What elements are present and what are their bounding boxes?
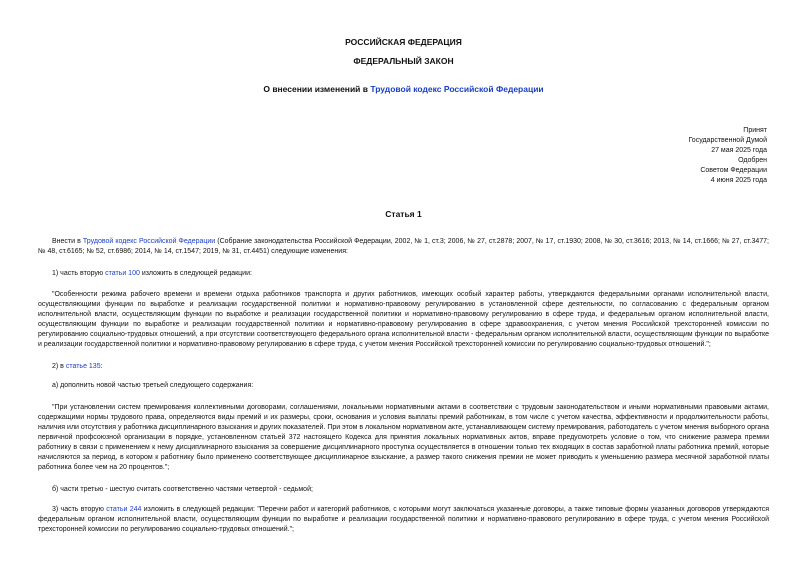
article-intro (38, 237, 769, 257)
item-1-text-a: 1) часть вторую (52, 270, 106, 277)
approved-by-council: Советом Федерации (700, 167, 767, 174)
item-1 (38, 269, 769, 279)
item-2-text-a: 2) в (52, 363, 66, 370)
approved-date: 4 июня 2025 года (710, 177, 767, 184)
article-heading: Статья 1 (385, 209, 422, 219)
item-2-text-b: : (100, 363, 103, 370)
labor-code-title-link[interactable]: Трудовой кодекс Российской Федерации (370, 84, 544, 94)
item-3-text-a: 3) часть вторую (52, 506, 107, 513)
approved-label: Одобрен (738, 157, 767, 164)
intro-text-a: Внести в (52, 238, 83, 245)
article-135-link[interactable]: статье 135 (65, 363, 101, 370)
item-2b: б) части третью - шестую считать соответственно частями четвертой - седьмой; (52, 486, 313, 493)
adopted-date: 27 мая 2025 года (711, 147, 767, 154)
law-type-heading: ФЕДЕРАЛЬНЫЙ ЗАКОН (353, 56, 454, 66)
adoption-block (567, 126, 767, 186)
adopted-label: Принят (743, 127, 767, 134)
item-2 (38, 362, 769, 372)
quote-1: "Особенности режима рабочего времени и времени отдыха работников транспорта и других работников, имеющих особый характер работы, утверждаются федеральными органами исполнительной власти, осуществляющими функции по выработке и реализации государственной политики и нормативно-правовому регулированию в установленной сфере деятельности, по согласованию с федеральным органом исполнительной власти, осуществляющим функции по выработке и реализации государственной политики и нормативно-правовому регулированию в сфере труда, и федеральным органом исполнительной власти, осуществляющим функции по выработке и реализации государственной политики и нормативно-правовому регулированию в сфере здравоохранения, с учетом мнения Российской трехсторонней комиссии по регулированию социально-трудовых отношений, а при отсутствии соответствующего федерального органа исполнительной власти - федеральным органом исполнительной власти, осуществляющим функции по выработке и реализации государственной политики и нормативно-правовому регулированию в сфере труда, с учетом мнения Российской трехсторонней комиссии по регулированию социально-трудовых отношений."; (38, 291, 769, 348)
quote-2: "При установлении систем премирования коллективными договорами, соглашениями, локальными нормативными актами в соответствии с трудовым законодательством и иными нормативными правовыми актами, содержащими нормы трудового права, определяются виды премий и их размеры, сроки, основания и условия выплаты премий работникам, в том числе с учетом качества, эффективности и продолжительности работы, наличия или отсутствия у работника дисциплинарного взыскания и других показателей. При этом в локальном нормативном акте, устанавливающем систему премирования, работодатель с учетом мнения выборного органа первичной профсоюзной организации в порядке, установленном статьей 372 настоящего Кодекса для принятия локальных нормативных актов, вправе предусмотреть условие о том, что снижение размера премии работнику в связи с применением к нему дисциплинарного взыскания за совершение дисциплинарного проступка осуществляется в отношении только тех входящих в состав заработной платы работника премий, которые начисляются за период, в котором к работнику было применено соответствующее дисциплинарное взыскание, а размер такого снижения премии не может приводить к уменьшению размера месячной заработной платы работника более чем на 20 процентов."; (38, 404, 769, 471)
adopted-by-duma: Государственной Думой (688, 137, 767, 144)
item-1-text-b: изложить в следующей редакции: (139, 270, 252, 277)
intro-labor-code-link[interactable]: Трудовой кодекс Российской Федерации (82, 238, 216, 245)
item-3 (38, 505, 769, 535)
law-title-prefix: О внесении изменений в (263, 84, 371, 94)
law-title (0, 84, 807, 95)
article-244-link[interactable]: статьи 244 (106, 506, 142, 513)
intro-text-b: (Собрание законодательства Российской Федерации, 2002, № 1, ст.3; 2006, № 27, ст.2878; 2007, № 17, ст.1930; 2008, № 30, ст.3616; 2013, № 14, ст.1666; № 27, ст.3477; № 48, ст.6165; № 52, ст.6986; 2014, № 14, ст.1547; 2019, № 31, ст.4451) следующие изменения: (38, 238, 769, 255)
country-heading: РОССИЙСКАЯ ФЕДЕРАЦИЯ (345, 37, 462, 47)
item-2a: а) дополнить новой частью третьей следующего содержания: (52, 382, 254, 389)
article-100-link[interactable]: статьи 100 (105, 270, 140, 277)
item-3-text-b: изложить в следующей редакции: "Перечни работ и категорий работников, с которыми могут заключаться указанные договоры, а также типовые формы указанных договоров утверждаются федеральным органом исполнительной власти, осуществляющим функции по выработке и реализации государственной политики и нормативно-правового регулированию в сфере труда, с учетом мнения Российской трехсторонней комиссии по регулированию социально-трудовых отношений."; (38, 506, 769, 533)
